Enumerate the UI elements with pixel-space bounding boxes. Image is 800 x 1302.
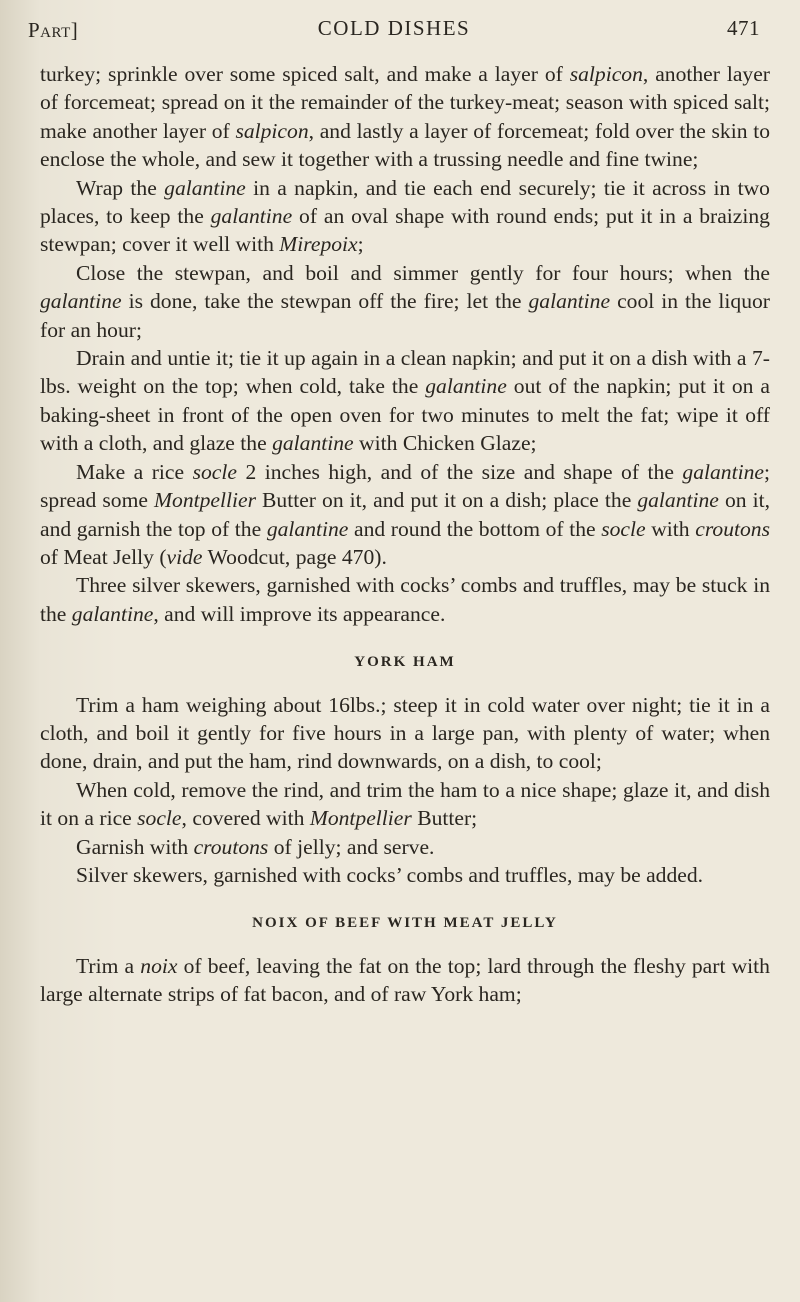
paragraph [40, 259, 770, 344]
text-run: turkey; sprinkle over some spiced salt, and make a layer of [40, 62, 570, 86]
italic-term: socle [137, 806, 182, 831]
text-run: , and lastly a layer of forcemeat; fold over the skin to enclose the whole, and sew it together with a trussing needle and fine twine; [40, 118, 770, 172]
text-run: of Meat Jelly ( [40, 544, 167, 569]
text-run: of beef, leaving the fat on the top; lard through the fleshy part with large alternate strips of fat bacon, and of raw York ham; [40, 953, 770, 1007]
italic-term: Montpellier [154, 488, 256, 513]
text-run: Wrap the [76, 175, 165, 200]
text-run: of jelly; and serve. [268, 834, 435, 859]
paragraph [40, 691, 770, 776]
paragraph [40, 776, 770, 833]
text-run: Butter; [411, 806, 478, 831]
italic-term: salpicon [235, 118, 309, 143]
section-heading-noix-of-beef: NOIX OF BEEF WITH MEAT JELLY [252, 915, 558, 932]
italic-term: croutons [193, 834, 269, 859]
italic-term: vide [166, 544, 203, 569]
italic-term: socle [601, 516, 646, 541]
text-run: , covered with [181, 806, 310, 831]
italic-term: galantine [266, 516, 349, 541]
text-run: Garnish with [76, 834, 194, 859]
text-run: and round the bottom of the [348, 516, 602, 541]
text-run: Woodcut, page 470). [202, 544, 387, 569]
text-run: When cold, remove the rind, and trim the ham to a nice shape; glaze it, and dish it on a rice [40, 777, 770, 831]
paragraph [40, 571, 770, 628]
paragraph [40, 952, 770, 1009]
italic-term: galantine [637, 488, 719, 513]
text-run: out of the napkin; put it on a baking-sheet in front of the open oven for two minutes to melt the fat; wipe it off with a cloth, and glaze the [40, 374, 770, 456]
italic-term: galantine [164, 175, 246, 200]
text-run: , another layer of forcemeat; spread on it the remainder of the turkey-meat; season with spiced salt; make another layer of [40, 62, 770, 143]
text-run: Silver skewers, garnished with cocks’ combs and truffles, may be added. [76, 862, 704, 887]
text-run: cool in the liquor for an hour; [40, 289, 770, 342]
noix-of-beef-section [40, 952, 770, 1009]
text-run: with Chicken Glaze; [353, 431, 537, 456]
text-run: ; [357, 232, 364, 257]
text-run: 2 inches high, and of the size and shape of the [236, 459, 683, 484]
italic-term: galantine [40, 289, 122, 314]
text-run: is done, take the stewpan off the fire; let the [121, 289, 529, 314]
text-run: with [645, 516, 696, 541]
text-run: in a napkin, and tie each end securely; tie it across in two places, to keep the [40, 175, 770, 229]
italic-term: Mirepoix [279, 232, 358, 257]
header-title: COLD DISHES [317, 16, 471, 40]
paragraph [40, 833, 770, 861]
york-ham-section [40, 691, 770, 890]
italic-term: galantine [71, 601, 154, 626]
paragraph [40, 60, 770, 174]
text-run: Trim a ham weighing about 16lbs.; steep it in cold water over night; tie it in a cloth, and boil it gently for five hours in a large pan, with plenty of water; when done, drain, and put the ham, rind downwards, on a dish, to cool; [40, 692, 770, 774]
italic-term: socle [192, 459, 237, 484]
text-run: Close the stewpan, and boil and simmer gently for four hours; when the [76, 260, 770, 285]
italic-term: croutons [695, 516, 771, 541]
paragraph [40, 861, 770, 889]
text-run: of an oval shape with round ends; put it in a braizing stewpan; cover it well with [40, 204, 770, 257]
italic-term: galantine [528, 289, 611, 314]
italic-term: galantine [682, 459, 764, 484]
text-run: Trim a [76, 953, 141, 978]
text-run: Three silver skewers, garnished with cocks’ combs and truffles, may be stuck in the [40, 573, 770, 626]
text-run: , and will improve its appearance. [153, 601, 446, 626]
section-heading-york-ham: YORK HAM [354, 654, 456, 671]
text-run: on it, and garnish the top of the [40, 488, 770, 541]
paragraph [40, 174, 770, 259]
galantine-section [40, 60, 770, 628]
text-run: Butter on it, and put it on a dish; place the [255, 488, 638, 513]
text-run: Make a rice [76, 459, 193, 484]
text-run: Drain and untie it; tie it up again in a clean napkin; and put it on a dish with a 7-lbs. weight on the top; when cold, take the [40, 346, 770, 399]
italic-term: galantine [210, 204, 293, 229]
italic-term: salpicon [569, 62, 643, 86]
running-header [28, 14, 760, 48]
page-number: 471 [727, 16, 760, 40]
italic-term: galantine [425, 374, 507, 399]
page-body [40, 60, 770, 1009]
paragraph [40, 344, 770, 458]
italic-term: noix [140, 953, 178, 978]
paragraph [40, 458, 770, 572]
italic-term: galantine [272, 431, 354, 456]
header-part-label: Part] [28, 18, 79, 42]
italic-term: Montpellier [309, 806, 412, 831]
text-run: ; spread some [40, 459, 770, 513]
